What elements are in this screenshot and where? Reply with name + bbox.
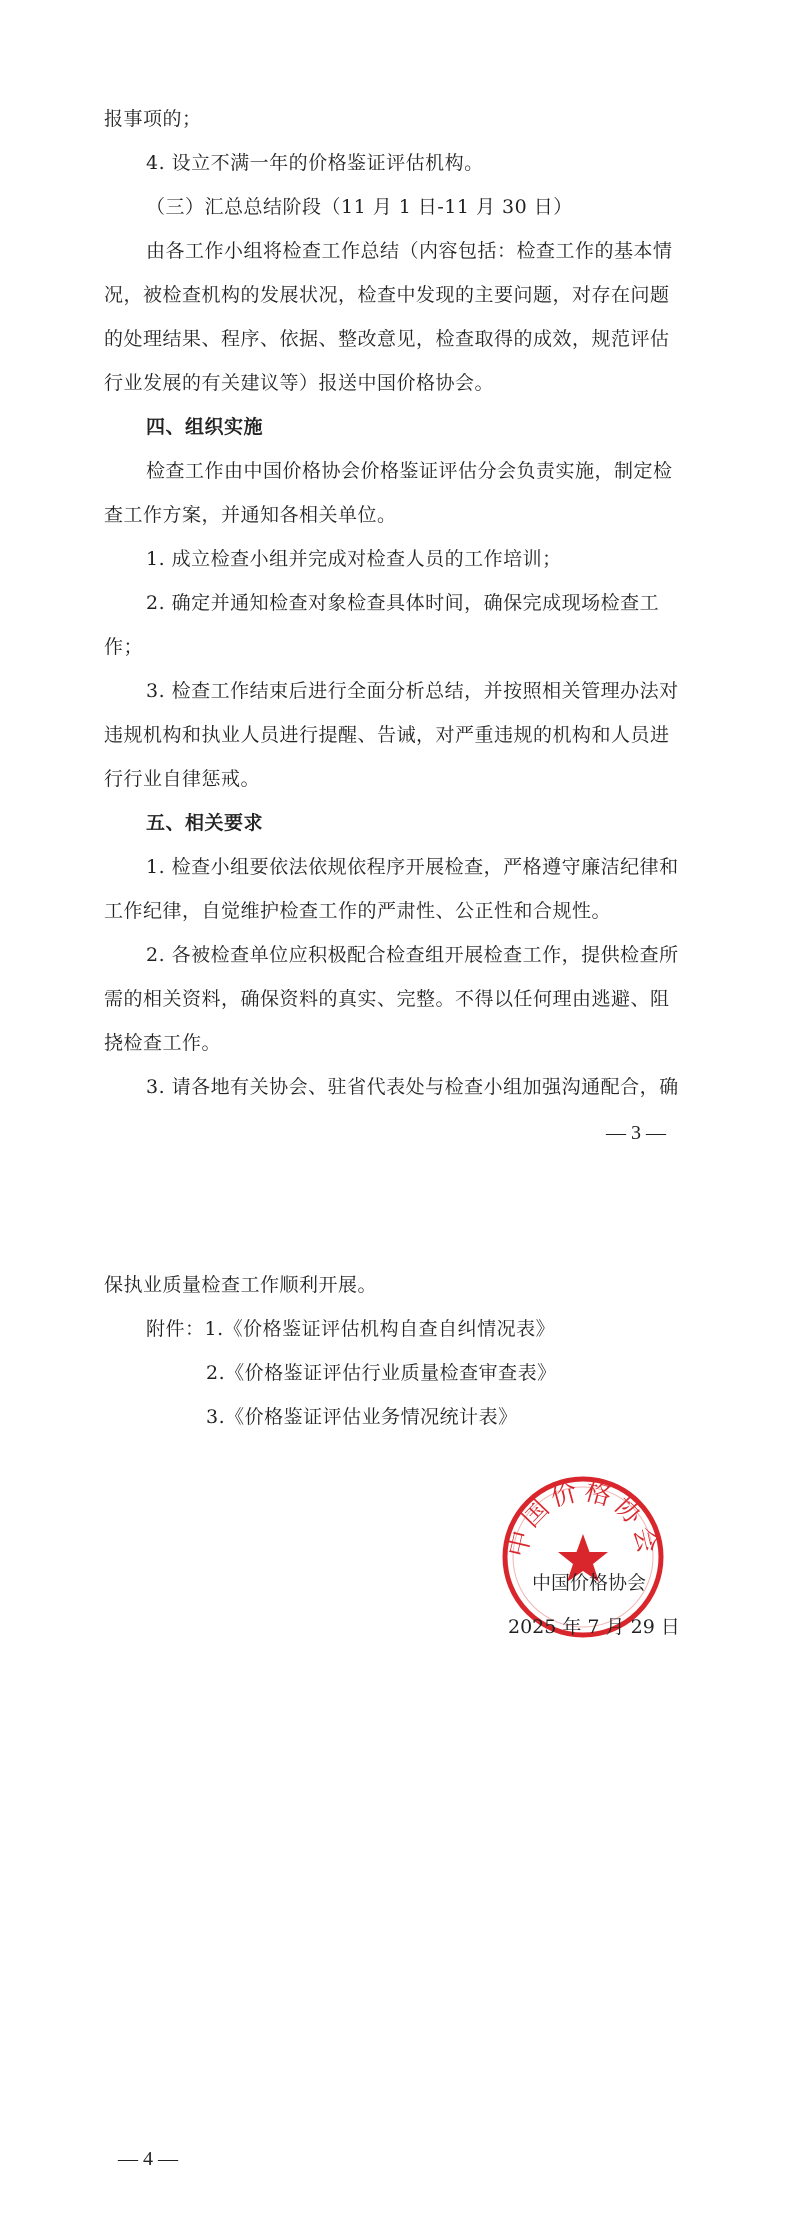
- attachment-label: 附件：1.《价格鉴证评估机构自查自纠情况表》: [146, 1318, 556, 1340]
- page-number-3: — 3 —: [606, 1122, 666, 1144]
- page-number-4: — 4 —: [118, 2148, 178, 2170]
- p3-line-2: 4. 设立不满一年的价格鉴证评估机构。: [146, 152, 484, 174]
- signature-date: 2025 年 7 月 29 日: [508, 1616, 680, 1638]
- section-heading-5: 五、相关要求: [146, 812, 264, 834]
- p3-line-7: 行业发展的有关建议等）报送中国价格协会。: [104, 372, 495, 394]
- p3-line-13: 作；: [104, 636, 144, 658]
- p3-line-9: 检查工作由中国价格协会价格鉴证评估分会负责实施，制定检: [146, 460, 673, 482]
- p3-line-1: 报事项的；: [104, 108, 202, 130]
- section-heading-4: 四、组织实施: [146, 416, 264, 438]
- p3-line-22: 挠检查工作。: [104, 1032, 222, 1054]
- signature-org: 中国价格协会: [532, 1572, 647, 1594]
- p3-line-3: （三）汇总总结阶段（11 月 1 日-11 月 30 日）: [146, 196, 573, 218]
- p3-line-23: 3. 请各地有关协会、驻省代表处与检查小组加强沟通配合，确: [146, 1076, 679, 1098]
- p3-line-4: 由各工作小组将检查工作总结（内容包括：检查工作的基本情: [146, 240, 673, 262]
- p3-line-10: 查工作方案，并通知各相关单位。: [104, 504, 397, 526]
- p3-line-5: 况，被检查机构的发展状况，检查中发现的主要问题，对存在问题: [104, 284, 670, 306]
- seal-text: 中国价格协会: [502, 1476, 664, 1561]
- attachment-3: 3.《价格鉴证评估业务情况统计表》: [206, 1406, 518, 1428]
- p3-line-18: 1. 检查小组要依法依规依程序开展检查，严格遵守廉洁纪律和: [146, 856, 679, 878]
- p3-line-21: 需的相关资料，确保资料的真实、完整。不得以任何理由逃避、阻: [104, 988, 670, 1010]
- p3-line-16: 行行业自律惩戒。: [104, 768, 261, 790]
- p3-line-11: 1. 成立检查小组并完成对检查人员的工作培训；: [146, 548, 562, 570]
- attachment-2: 2.《价格鉴证评估行业质量检查审查表》: [206, 1362, 557, 1384]
- p4-line-1: 保执业质量检查工作顺利开展。: [104, 1274, 378, 1296]
- p3-line-12: 2. 确定并通知检查对象检查具体时间，确保完成现场检查工: [146, 592, 660, 614]
- p3-line-19: 工作纪律，自觉维护检查工作的严肃性、公正性和合规性。: [104, 900, 612, 922]
- p3-line-14: 3. 检查工作结束后进行全面分析总结，并按照相关管理办法对: [146, 680, 679, 702]
- p3-line-20: 2. 各被检查单位应积极配合检查组开展检查工作，提供检查所: [146, 944, 679, 966]
- p3-line-15: 违规机构和执业人员进行提醒、告诫，对严重违规的机构和人员进: [104, 724, 670, 746]
- p3-line-6: 的处理结果、程序、依据、整改意见，检查取得的成效，规范评估: [104, 328, 670, 350]
